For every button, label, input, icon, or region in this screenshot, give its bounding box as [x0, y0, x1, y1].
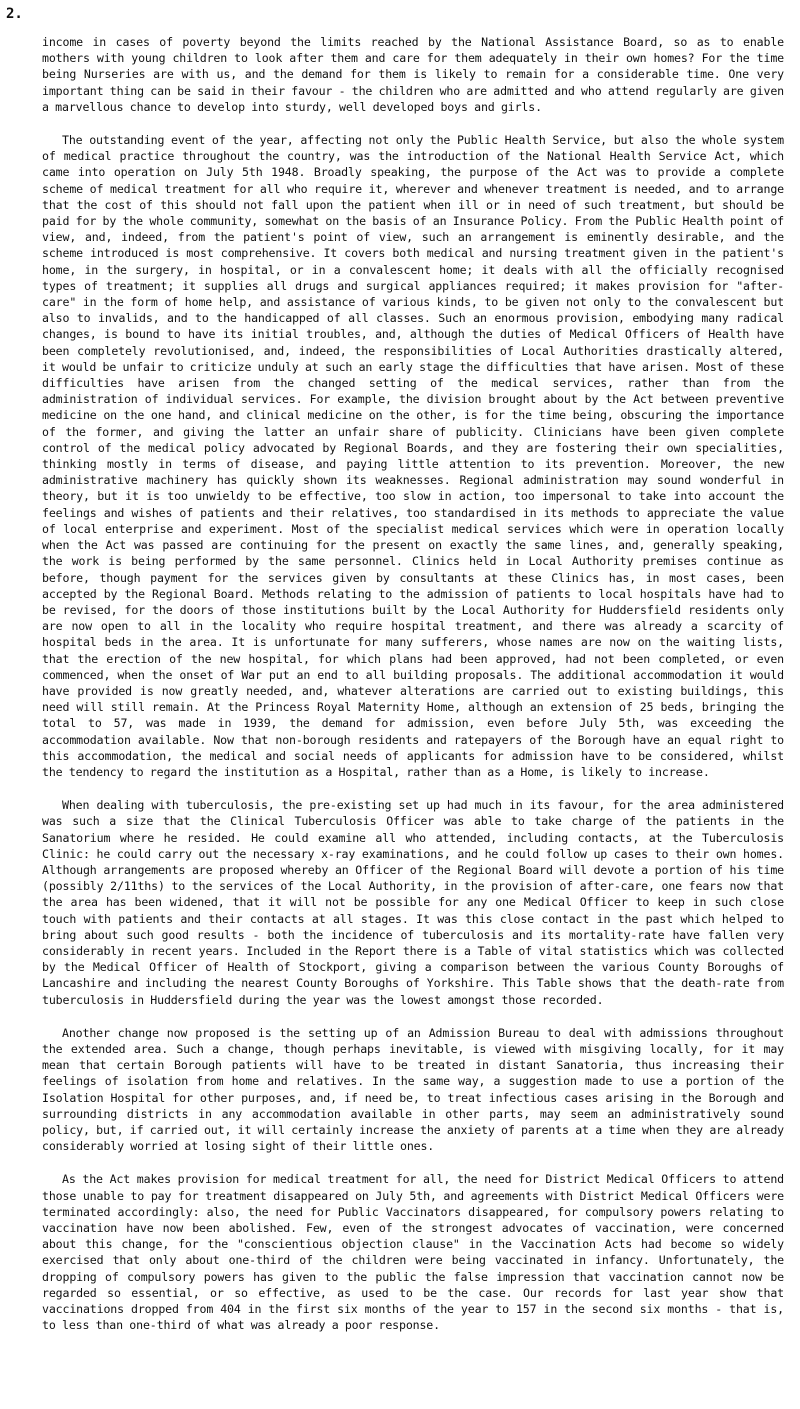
paragraph-admission-bureau: Another change now proposed is the setting up of an Admission Bureau to deal with admissions throughout the extended area. Such a change, though perhaps inevitable, is viewed with misgiving locally, for it may mean that certain Borough patients will have to be treated in distant Sanatoria, thus increasing their feelings of isolation from home and relatives. In the same way, a suggestion made to use a portion of the Isolation Hospital for other purposes, and, if need be, to treat infectious cases arising in the Borough and surrounding districts in any accommodation available in other parts, may seem an administratively sound policy, but, if carried out, it will certainly increase the anxiety of parents at a time when they are already considerably worried at losing sight of their little ones.	[42, 1025, 784, 1154]
page-number: 2.	[6, 6, 23, 22]
paragraph-tuberculosis: When dealing with tuberculosis, the pre-existing set up had much in its favour, for the area administered was such a size that the Clinical Tuberculosis Officer was able to take charge of the patients in the Sanatorium where he resided. He could examine all who attended, including contacts, at the Tuberculosis Clinic: he could carry out the necessary x-ray examinations, and he could follow up cases to their own homes. Although arrangements are proposed whereby an Officer of the Regional Board will devote a portion of his time (possibly 2/11ths) to the services of the Local Authority, in the provision of after-care, one fears now that the area has been widened, that it will not be possible for any one Medical Officer to keep in such close touch with patients and their contacts at all stages. It was this close contact in the past which helped to bring about such good results - both the incidence of tuberculosis and its mortality-rate have fallen very considerably in recent years. Included in the Report there is a Table of vital statistics which was collected by the Medical Officer of Health of Stockport, giving a comparison between the various County Boroughs of Lancashire and including the nearest County Boroughs of Yorkshire. This Table shows that the death-rate from tuberculosis in Huddersfield during the year was the lowest amongst those recorded.	[42, 798, 784, 1007]
paragraph-vaccination: As the Act makes provision for medical treatment for all, the need for District Medical Officers to attend those unable to pay for treatment disappeared on July 5th, and agreements with District Medical Officers were terminated accordingly: also, the need for Public Vaccinators disappeared, for compulsory powers relating to vaccination have now been abolished. Few, even of the strongest advocates of vaccination, were concerned about this change, for the "conscientious objection clause" in the Vaccination Acts had become so widely exercised that only about one-third of the children were being vaccinated in infancy. Unfortunately, the dropping of compulsory powers has given to the public the false impression that vaccination cannot now be regarded so essential, or so effective, as used to be the case. Our records for last year show that vaccinations dropped from 404 in the first six months of the year to 157 in the second six months - that is, to less than one-third of what was already a poor response.	[42, 1172, 784, 1333]
paragraph-nurseries: income in cases of poverty beyond the limits reached by the National Assistance Board, so as to enable mothers with young children to look after them and care for them adequately in their own homes? For the time being Nurseries are with us, and the demand for them is likely to remain for a considerable time. One very important thing can be said in their favour - the children who are admitted and who attend regularly are given a marvellous chance to develop into sturdy, well developed boys and girls.	[42, 35, 784, 114]
paragraph-health-service-act: The outstanding event of the year, affecting not only the Public Health Service, but also the whole system of medical practice throughout the country, was the introduction of the National Health Service Act, which came into operation on July 5th 1948. Broadly speaking, the purpose of the Act was to provide a complete scheme of medical treatment for all who require it, wherever and whenever treatment is needed, and to arrange that the cost of this should not fall upon the patient when ill or in need of such treatment, but should be paid for by the whole community, somewhat on the basis of an Insurance Policy. From the Public Health point of view, and, indeed, from the patient's point of view, such an arrangement is eminently desirable, and the scheme introduced is most comprehensive. It covers both medical and nursing treatment given in the patient's home, in the surgery, in hospital, or in a convalescent home; it deals with all the officially recognised types of treatment; it supplies all drugs and surgical appliances required; it makes provision for "after-care" in the form of home help, and assistance of various kinds, to be given not only to the convalescent but also to invalids, and to the handicapped of all classes. Such an enormous provision, embodying many radical changes, is bound to have its initial troubles, and, although the duties of Medical Officers of Health have been completely revolutionised, and, indeed, the responsibilities of Local Authorities drastically altered, it would be unfair to criticize unduly at such an early stage the difficulties that have arisen. Most of these difficulties have arisen from the changed setting of the medical services, rather than from the administration of individual services. For example, the division brought about by the Act between preventive medicine on the one hand, and clinical medicine on the other, is for the time being, obscuring the importance of the former, and giving the latter an unfair share of publicity. Clinicians have been given complete control of the medical policy advocated by Regional Boards, and they are fostering their own specialities, thinking mostly in terms of disease, and paying little attention to its prevention. Moreover, the new administrative machinery has quickly shown its weaknesses. Regional administration may sound wonderful in theory, but it is too unwieldy to be effective, too slow in action, too impersonal to take into account the feelings and wishes of patients and their relatives, too standardised in its methods to appreciate the value of local enterprise and experiment. Most of the specialist medical services which were in operation locally when the Act was passed are continuing for the present on exactly the same lines, and, generally speaking, the work is being performed by the same personnel. Clinics held in Local Authority premises continue as before, though payment for the services given by consultants at these Clinics has, in most cases, been accepted by the Regional Board. Methods relating to the admission of patients to local hospitals have had to be revised, for the doors of those institutions built by the Local Authority for Huddersfield residents only are now open to all in the locality who require hospital treatment, and there was already a scarcity of hospital beds in the area. It is unfortunate for many sufferers, whose names are now on the waiting lists, that the erection of the new hospital, for which plans had been approved, had not been completed, or even commenced, when the onset of War put an end to all building proposals. The additional accommodation it would have provided is now greatly needed, and, whatever alterations are carried out to existing buildings, this need will still remain. At the Princess Royal Maternity Home, although an extension of 25 beds, bringing the total to 57, was made in 1939, the demand for admission, even before July 5th, was exceeding the accommodation available. Now that non-borough residents and ratepayers of the Borough have an equal right to this accommodation, the medical and social needs of applicants for admission have to be considered, whilst the tendency to regard the institution as a Hospital, rather than as a Home, is likely to increase.	[42, 133, 784, 779]
